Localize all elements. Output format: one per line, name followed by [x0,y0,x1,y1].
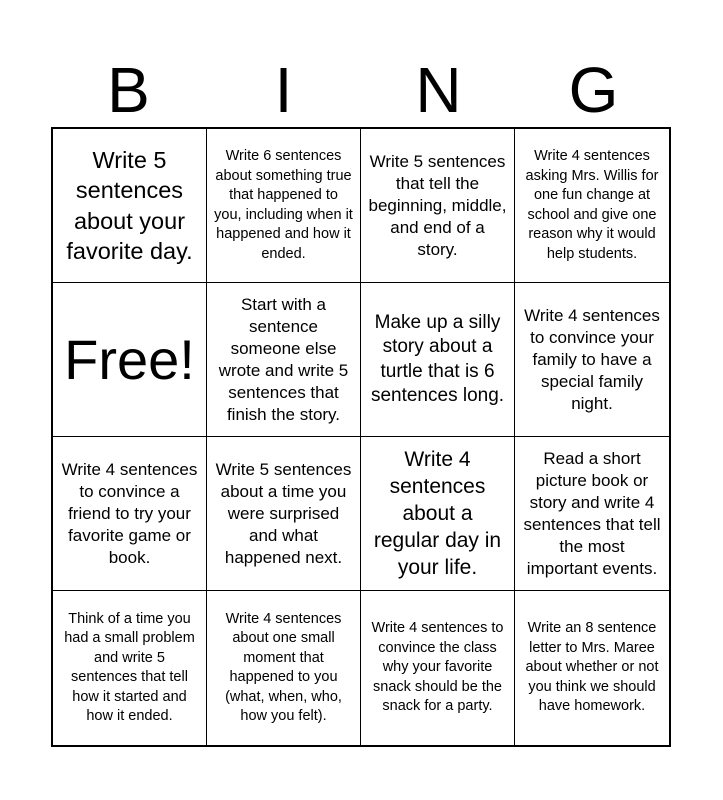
header-letter-b: B [107,54,150,126]
cell-text: Start with a sentence someone else wrote and write 5 sentences that finish the story. [218,294,349,424]
bingo-cell[interactable] [361,591,515,745]
cell-text: Write 4 sentences to convince your family to have a special family night. [524,305,660,413]
bingo-cell[interactable] [53,129,207,283]
bingo-cell[interactable] [53,437,207,591]
bingo-cell[interactable] [207,437,361,591]
bingo-cell[interactable] [361,129,515,283]
cell-text: Write 6 sentences about something true that happened to you, including when it happened and how it ended. [214,148,353,262]
bingo-cell[interactable] [53,591,207,745]
bingo-cell[interactable] [515,591,669,745]
bingo-grid [51,127,671,747]
bingo-cell[interactable] [515,283,669,437]
bingo-header [51,52,671,128]
header-letter-i: I [274,54,293,126]
bingo-cell[interactable] [361,283,515,437]
bingo-cell[interactable] [207,283,361,437]
cell-text: Write 5 sentences that tell the beginning, middle, and end of a story. [368,151,507,259]
free-space-text: Free! [64,327,195,391]
bingo-cell[interactable] [515,129,669,283]
cell-text: Write 4 sentences about one small moment that happened to you (what, when, who, how you felt). [225,610,342,724]
cell-text: Write 5 sentences about your favorite day. [66,146,193,264]
cell-text: Make up a silly story about a turtle that is 6 sentences long. [370,311,505,406]
bingo-cell[interactable] [361,437,515,591]
cell-text: Write 4 sentences asking Mrs. Willis for one fun change at school and give one reason why it would help students. [525,148,659,262]
header-letter-g: G [568,54,619,126]
cell-text: Think of a time you had a small problem and write 5 sentences that tell how it started and how it ended. [64,610,195,724]
cell-text: Write 4 sentences to convince a friend to try your favorite game or book. [61,459,198,567]
cell-text: Write an 8 sentence letter to Mrs. Maree about whether or not you think we should have homework. [525,620,659,715]
cell-text: Write 4 sentences about a regular day in your life. [373,448,502,579]
cell-text: Write 4 sentences to convince the class why your favorite snack should be the snack for a party. [371,620,504,715]
header-letter-n: N [415,54,462,126]
bingo-cell[interactable] [515,437,669,591]
bingo-cell[interactable] [207,129,361,283]
cell-text: Read a short picture book or story and write 4 sentences that tell the most important events. [523,448,661,578]
bingo-cell[interactable] [207,591,361,745]
cell-text: Write 5 sentences about a time you were surprised and what happened next. [215,459,352,567]
free-space-cell[interactable] [53,283,207,437]
